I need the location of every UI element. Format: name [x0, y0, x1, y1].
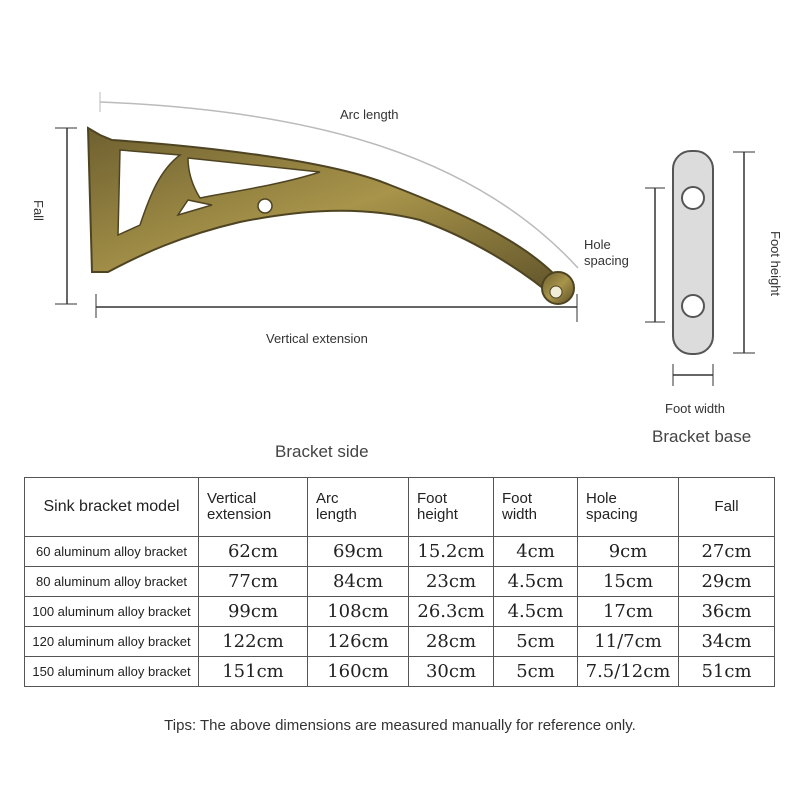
- fall-dimension: [55, 128, 77, 304]
- table-row: [25, 567, 775, 597]
- cell-arc-length: 69cm: [308, 537, 409, 567]
- hole-spacing-dimension: [645, 188, 665, 322]
- header-model: Sink bracket model: [25, 478, 199, 537]
- header-hole-spacing: Hole spacing: [578, 478, 679, 537]
- cell-arc-length: 160cm: [308, 657, 409, 687]
- cell-hole-spacing: 9cm: [578, 537, 679, 567]
- cell-foot-width: 5cm: [494, 657, 578, 687]
- bracket-base-drawing: [673, 151, 713, 354]
- header-fall: Fall: [679, 478, 775, 537]
- cell-foot-height: 23cm: [409, 567, 494, 597]
- hole-spacing-label-line1: Hole: [584, 237, 611, 252]
- cell-model: 120 aluminum alloy bracket: [25, 627, 199, 657]
- header-foot-height: Foot height: [409, 478, 494, 537]
- vertical-extension-label: Vertical extension: [266, 331, 368, 346]
- cell-vertical-extension: 122cm: [199, 627, 308, 657]
- specifications-table: [24, 477, 775, 687]
- cell-hole-spacing: 15cm: [578, 567, 679, 597]
- arc-length-label: Arc length: [340, 107, 399, 122]
- cell-vertical-extension: 77cm: [199, 567, 308, 597]
- table-row: [25, 537, 775, 567]
- foot-width-label: Foot width: [665, 401, 725, 416]
- cell-foot-height: 26.3cm: [409, 597, 494, 627]
- header-arc-length: Arc length: [308, 478, 409, 537]
- cell-foot-height: 30cm: [409, 657, 494, 687]
- cell-fall: 51cm: [679, 657, 775, 687]
- cell-vertical-extension: 151cm: [199, 657, 308, 687]
- table-row: [25, 597, 775, 627]
- table-row: [25, 657, 775, 687]
- cell-model: 150 aluminum alloy bracket: [25, 657, 199, 687]
- cell-foot-width: 4.5cm: [494, 597, 578, 627]
- table-header-row: [25, 478, 775, 537]
- header-foot-width: Foot width: [494, 478, 578, 537]
- bracket-side-drawing: [88, 128, 574, 304]
- cell-hole-spacing: 17cm: [578, 597, 679, 627]
- cell-vertical-extension: 62cm: [199, 537, 308, 567]
- cell-fall: 36cm: [679, 597, 775, 627]
- foot-height-dimension: [733, 152, 755, 353]
- foot-height-label: Foot height: [768, 231, 783, 297]
- tips-note: Tips: The above dimensions are measured manually for reference only.: [164, 717, 636, 734]
- table-row: [25, 627, 775, 657]
- cell-foot-height: 28cm: [409, 627, 494, 657]
- cell-foot-width: 4.5cm: [494, 567, 578, 597]
- cell-fall: 29cm: [679, 567, 775, 597]
- cell-arc-length: 108cm: [308, 597, 409, 627]
- cell-model: 100 aluminum alloy bracket: [25, 597, 199, 627]
- cell-arc-length: 84cm: [308, 567, 409, 597]
- header-vertical-extension: Vertical extension: [199, 478, 308, 537]
- cell-vertical-extension: 99cm: [199, 597, 308, 627]
- foot-width-dimension: [673, 364, 713, 386]
- cell-model: 60 aluminum alloy bracket: [25, 537, 199, 567]
- fall-label: Fall: [31, 200, 46, 221]
- hole-spacing-label-line2: spacing: [584, 253, 629, 268]
- cell-foot-width: 5cm: [494, 627, 578, 657]
- vertical-extension-dimension: [96, 294, 577, 322]
- cell-model: 80 aluminum alloy bracket: [25, 567, 199, 597]
- cell-foot-height: 15.2cm: [409, 537, 494, 567]
- cell-hole-spacing: 11/7cm: [578, 627, 679, 657]
- cell-fall: 27cm: [679, 537, 775, 567]
- bracket-side-caption: Bracket side: [275, 442, 369, 461]
- cell-arc-length: 126cm: [308, 627, 409, 657]
- bracket-base-caption: Bracket base: [652, 427, 752, 446]
- cell-fall: 34cm: [679, 627, 775, 657]
- cell-foot-width: 4cm: [494, 537, 578, 567]
- cell-hole-spacing: 7.5/12cm: [578, 657, 679, 687]
